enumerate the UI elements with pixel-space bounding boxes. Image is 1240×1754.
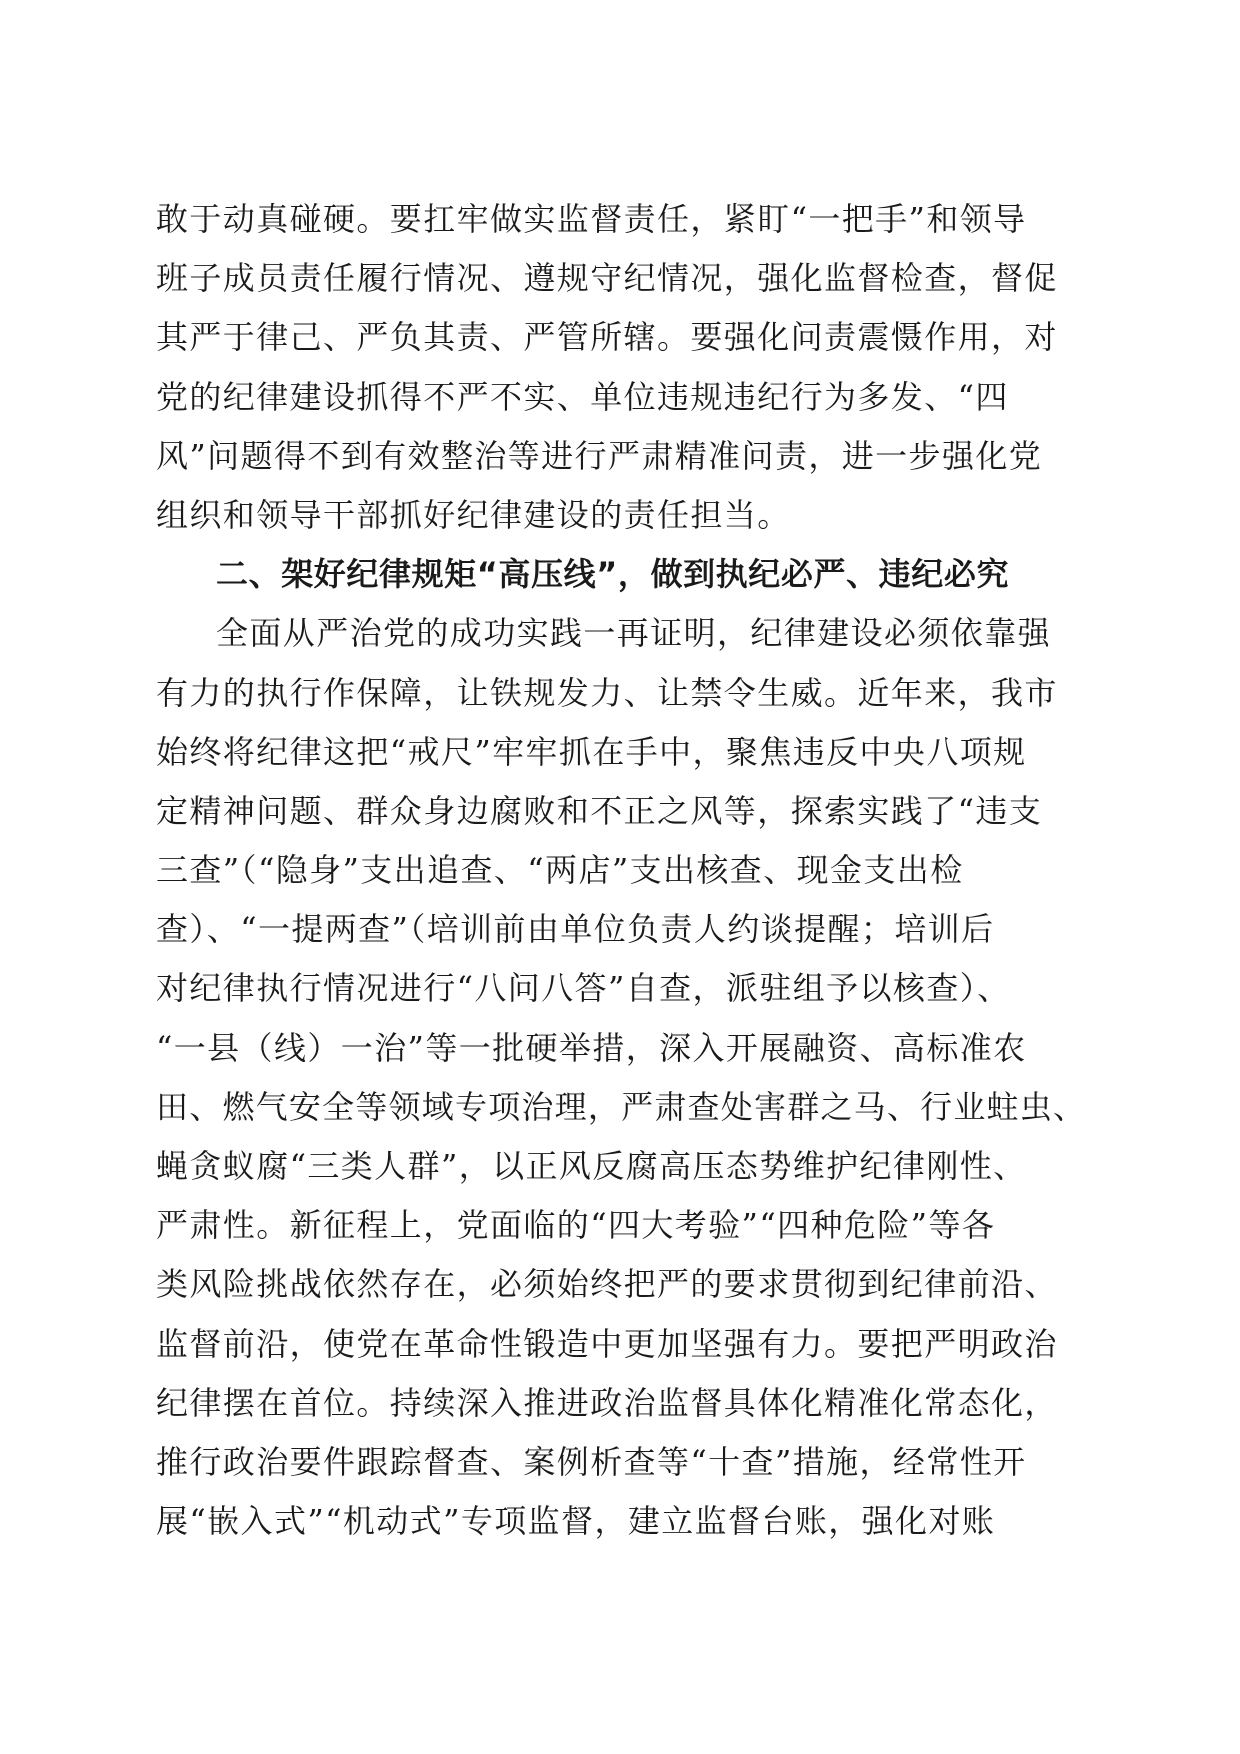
- text-line: 组织和领导干部抓好纪律建设的责任担当。: [156, 495, 791, 534]
- text-line: 有力的执行作保障，让铁规发力、让禁令生威。近年来，我市: [156, 673, 1058, 712]
- text-line: 全面从严治党的成功实践一再证明，纪律建设必须依靠强: [216, 614, 1052, 653]
- section-heading: 二、架好纪律规矩“高压线”，做到执纪必严、违纪必究: [216, 555, 1010, 594]
- text-line: 始终将纪律这把“戒尺”牢牢抓在手中，聚焦违反中央八项规: [156, 732, 1027, 771]
- text-line: 三查”（“隐身”支出追查、“两店”支出核查、现金支出检: [156, 851, 964, 890]
- text-line: 严肃性。新征程上，党面临的“四大考验”“四种危险”等各: [156, 1206, 996, 1245]
- text-line: 监督前沿，使党在革命性锻造中更加坚强有力。要把严明政治: [156, 1324, 1058, 1363]
- text-line: 展“嵌入式”“机动式”专项监督，建立监督台账，强化对账: [156, 1502, 996, 1541]
- text-line: 其严于律己、严负其责、严管所辖。要强化问责震慑作用，对: [156, 318, 1058, 357]
- text-line: 查）、“一提两查”（培训前由单位负责人约谈提醒；培训后: [156, 910, 995, 949]
- text-line: 推行政治要件跟踪督查、案例析查等“十查”措施，经常性开: [156, 1442, 1027, 1481]
- text-line: 敢于动真碰硬。要扛牢做实监督责任，紧盯“一把手”和领导: [156, 200, 1027, 238]
- text-line: 定精神问题、群众身边腐败和不正之风等，探索实践了“违支: [156, 791, 1043, 830]
- text-line: 党的纪律建设抓得不严不实、单位违规违纪行为多发、“四: [156, 377, 1009, 416]
- text-line: 纪律摆在首位。持续深入推进政治监督具体化精准化常态化，: [156, 1383, 1058, 1422]
- text-line: 对纪律执行情况进行“八问八答”自查，派驻组予以核查）、: [156, 969, 1011, 1008]
- text-line: 蝇贪蚁腐“三类人群”，以正风反腐高压态势维护纪律刚性、: [156, 1147, 1027, 1185]
- text-line: 田、燃气安全等领域专项治理，严肃查处害群之马、行业蛀虫、: [156, 1087, 1087, 1126]
- text-line: 类风险挑战依然存在，必须始终把严的要求贯彻到纪律前沿、: [156, 1265, 1058, 1304]
- text-line: 班子成员责任履行情况、遵规守纪情况，强化监督检查，督促: [156, 259, 1058, 298]
- text-line: 风”问题得不到有效整治等进行严肃精准问责，进一步强化党: [156, 436, 1043, 475]
- document-body: [156, 190, 1086, 1551]
- text-line: “一县（线）一治”等一批硬举措，深入开展融资、高标准农: [156, 1028, 1027, 1067]
